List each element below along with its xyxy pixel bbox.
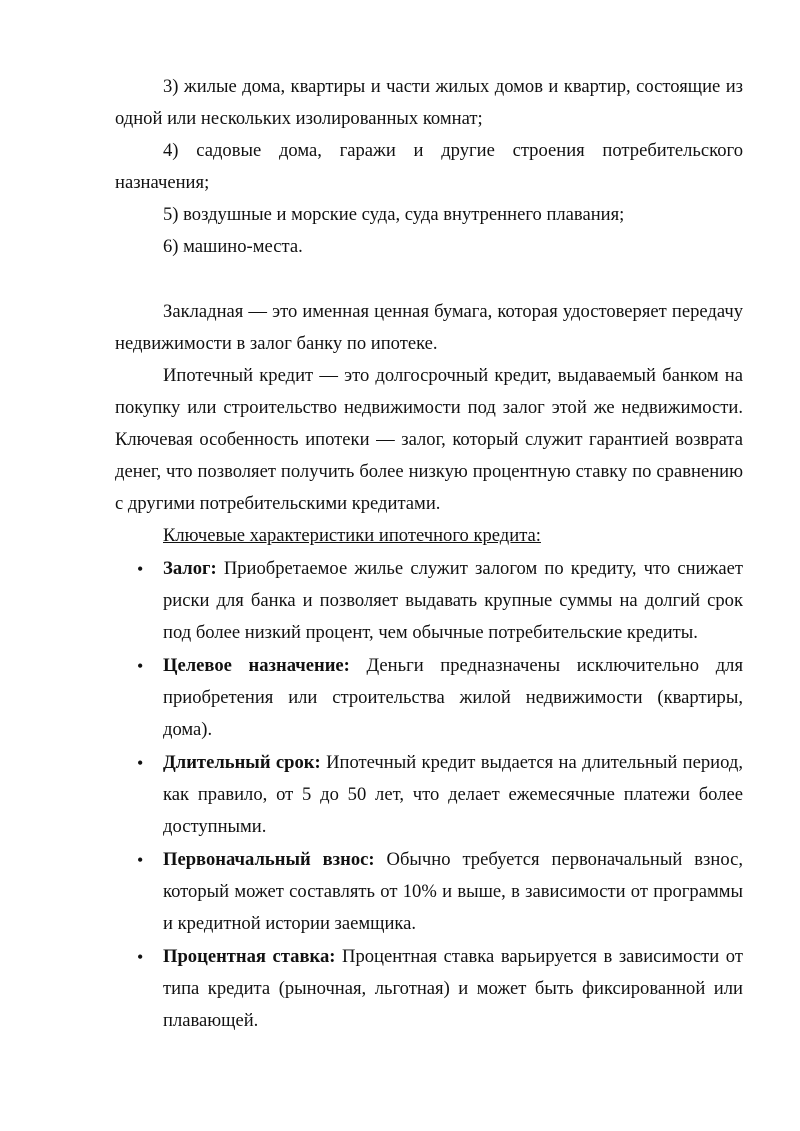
features-list <box>115 553 743 1037</box>
list-item <box>115 650 743 746</box>
bullet-icon: • <box>137 559 144 579</box>
bullet-icon: • <box>137 656 144 676</box>
list-item-5: 5) воздушные и морские суда, суда внутреннего плавания; <box>163 204 625 225</box>
list-item <box>115 941 743 1037</box>
feature-description: Процентная ставка варьируется в зависимости от типа кредита (рыночная, льготная) и может быть фиксированной или плавающей. <box>163 946 743 1031</box>
list-item-6: 6) машино-места. <box>163 236 303 257</box>
bullet-icon: • <box>137 850 144 870</box>
feature-description: Обычно требуется первоначальный взнос, который может составлять от 10% и выше, в зависимости от программы и кредитной истории заемщика. <box>163 849 743 934</box>
page-content <box>115 71 743 1037</box>
feature-term: Целевое назначение: <box>163 655 350 676</box>
list-item-4: 4) садовые дома, гаражи и другие строения потребительского назначения; <box>115 140 743 193</box>
feature-term: Залог: <box>163 558 217 579</box>
feature-text <box>163 650 743 746</box>
feature-text <box>163 844 743 940</box>
features-heading: Ключевые характеристики ипотечного кредита: <box>163 525 541 546</box>
list-item <box>115 747 743 843</box>
feature-text <box>163 941 743 1037</box>
bullet-icon: • <box>137 947 144 967</box>
list-item <box>115 844 743 940</box>
list-item <box>115 553 743 649</box>
list-item-3: 3) жилые дома, квартиры и части жилых домов и квартир, состоящие из одной или нескольких изолированных комнат; <box>115 76 743 129</box>
feature-term: Первоначальный взнос: <box>163 849 375 870</box>
paragraph-gap <box>115 263 743 296</box>
feature-term: Процентная ставка: <box>163 946 336 967</box>
feature-description: Приобретаемое жилье служит залогом по кредиту, что снижает риски для банка и позволяет выдавать крупные суммы на долгий срок под более низкий процент, чем обычные потребительские кредиты. <box>163 558 743 643</box>
feature-term: Длительный срок: <box>163 752 321 773</box>
feature-text <box>163 553 743 649</box>
paragraph-zakladnaya: Закладная — это именная ценная бумага, которая удостоверяет передачу недвижимости в залог банку по ипотеке. <box>115 301 743 354</box>
bullet-icon: • <box>137 753 144 773</box>
paragraph-ipotechny-kredit: Ипотечный кредит — это долгосрочный кредит, выдаваемый банком на покупку или строительство недвижимости под залог этой же недвижимости. Ключевая особенность ипотеки — залог, который служит гарантией возврата денег, что позволяет получить более низкую процентную ставку по сравнению с другими потребительскими кредитами. <box>115 365 743 514</box>
feature-description: Деньги предназначены исключительно для приобретения или строительства жилой недвижимости (квартиры, дома). <box>163 655 744 740</box>
feature-description: Ипотечный кредит выдается на длительный период, как правило, от 5 до 50 лет, что делает ежемесячные платежи более доступными. <box>163 752 743 837</box>
feature-text <box>163 747 743 843</box>
